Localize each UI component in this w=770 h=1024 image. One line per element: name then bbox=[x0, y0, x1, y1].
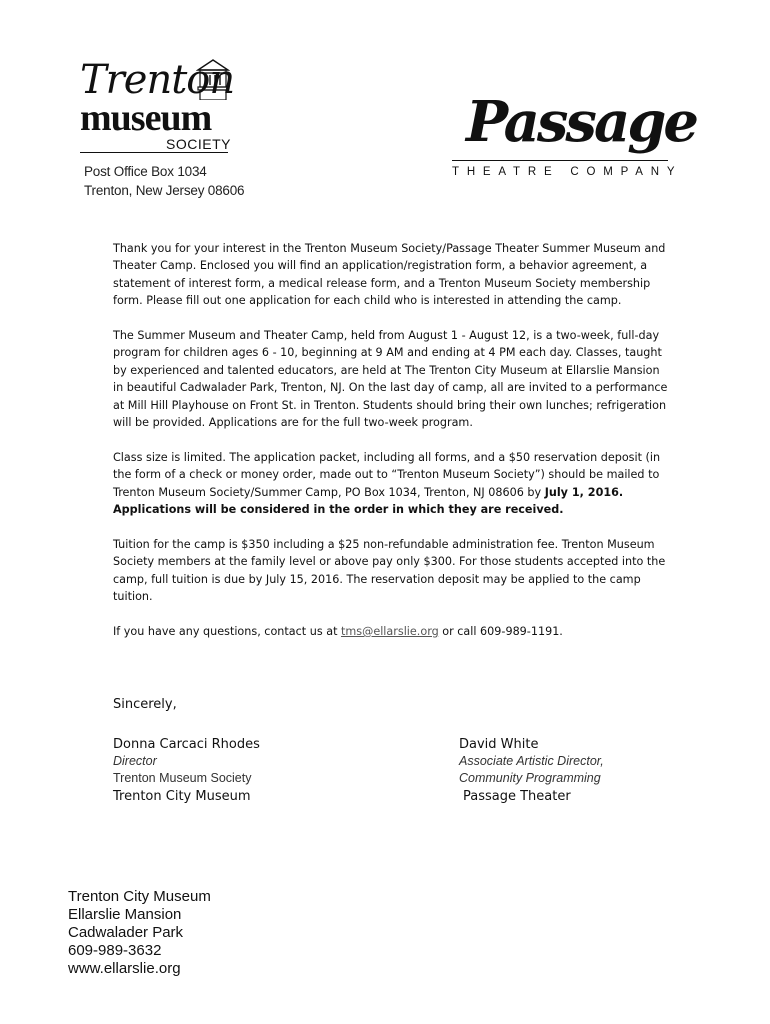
footer-park: Cadwalader Park bbox=[68, 924, 184, 941]
signature-block-left bbox=[113, 736, 260, 806]
signatory-title: Associate Artistic Director, bbox=[459, 754, 604, 768]
paragraph-program: The Summer Museum and Theater Camp, held from August 1 - August 12, is a two-week, full-day program for children ages 6 - 10, beginning at 9 AM and ending at 4 PM each day. Classes, taught by experienced and talented educators, are held at The Trenton City Museum at Ellarslie Mansion in beautiful Cadwalader Park, Trenton, NJ. On the last day of camp, all are invited to a performance at Mill Hill Playhouse on Front St. in Trenton. Students should bring their own lunches; refrigeration will be provided. Applications are for the full two-week program. bbox=[113, 329, 668, 430]
signatory-name: David White bbox=[459, 737, 539, 752]
application-deadline: July 1, 2016. bbox=[544, 485, 624, 499]
address-line-1: Post Office Box 1034 bbox=[84, 164, 207, 179]
passage-logo-rule bbox=[452, 160, 668, 161]
application-text: Class size is limited. The application packet, including all forms, and a $50 reservation deposit (in the form of a check or money order, made out to “Trenton Museum Society”) should be mailed to Trenton Museum Society/Summer Camp, PO Box 1034, Trenton, NJ 08606 by bbox=[113, 450, 661, 499]
signatory-title: Director bbox=[113, 754, 157, 768]
paragraph-application bbox=[113, 449, 668, 519]
paragraph-intro: Thank you for your interest in the Trenton Museum Society/Passage Theater Summer Museum and Theater Camp. Enclosed you will find an application/registration form, a behavior agreement, a statement of interest form, a medical release form, and a Trenton Museum Society membership form. Please fill out one application for each child who is interested in attending the camp. bbox=[113, 242, 666, 308]
signatory-title-continued: Community Programming bbox=[459, 771, 601, 785]
letter-body bbox=[113, 240, 668, 658]
contact-text: If you have any questions, contact us at bbox=[113, 624, 342, 638]
logo-society-text: SOCIETY bbox=[166, 136, 231, 152]
passage-logo-subtitle: THEATRE COMPANY bbox=[452, 166, 683, 178]
contact-phone-text: or call 609-989-1191. bbox=[438, 624, 563, 638]
email-link[interactable]: tms@ellarslie.org bbox=[341, 624, 439, 638]
signatory-institution: Trenton City Museum bbox=[113, 789, 251, 804]
signatory-institution: Passage Theater bbox=[463, 789, 571, 804]
closing-salutation: Sincerely, bbox=[113, 697, 177, 712]
signatory-organization: Trenton Museum Society bbox=[113, 771, 252, 785]
footer-contact-block bbox=[68, 888, 211, 978]
museum-building-icon bbox=[196, 56, 230, 100]
passage-logo-wordmark: Passage bbox=[466, 89, 697, 155]
paragraph-contact bbox=[113, 623, 668, 640]
footer-phone: 609-989-3632 bbox=[68, 942, 162, 959]
address-line-2: Trenton, New Jersey 08606 bbox=[84, 183, 245, 198]
footer-mansion: Ellarslie Mansion bbox=[68, 906, 182, 923]
footer-website[interactable]: www.ellarslie.org bbox=[68, 960, 181, 977]
logo-trenton-text: Trenton bbox=[80, 57, 235, 103]
paragraph-tuition: Tuition for the camp is $350 including a $25 non-refundable administration fee. Trenton Museum Society members at the family level or above pay only $300. For those students accepted into the camp, full tuition is due by July 15, 2016. The reservation deposit may be applied to the camp tuition. bbox=[113, 537, 666, 604]
footer-museum-name: Trenton City Museum bbox=[68, 888, 211, 905]
signatory-name: Donna Carcaci Rhodes bbox=[113, 737, 260, 752]
logo-divider bbox=[80, 152, 228, 153]
signature-block-right bbox=[459, 736, 604, 806]
application-order-note: Applications will be considered in the order in which they are received. bbox=[113, 503, 564, 517]
trenton-museum-society-logo bbox=[80, 56, 240, 160]
logo-museum-text: museum bbox=[80, 97, 212, 139]
mailing-address bbox=[84, 162, 244, 200]
